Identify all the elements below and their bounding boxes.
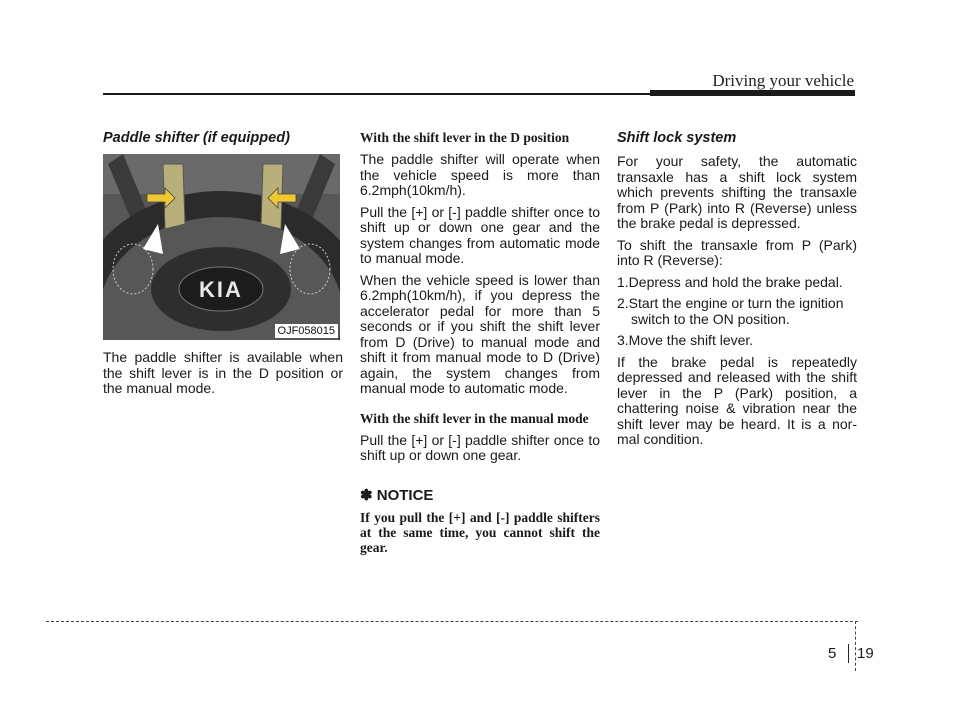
header-title: Driving your vehicle bbox=[712, 71, 854, 90]
footer-rule bbox=[46, 621, 858, 622]
chapter-number: 5 bbox=[828, 645, 837, 662]
page-number: 19 bbox=[857, 645, 874, 662]
column-right bbox=[617, 130, 857, 454]
d-position-para-1: The paddle shifter will operate when the vehicle speed is more than 6.2mph(10km/h). bbox=[360, 151, 600, 198]
d-position-para-3: When the vehicle speed is lower than 6.2mph(10km/h), if you depress the accelerator pedal for more than 5 seconds or if you shift the shift lever from D (Drive) to manual mode and shift it from manual mode to D (Drive) again, the system changes from manual mode to automatic mode. bbox=[360, 271, 600, 396]
shift-lock-heading: Shift lock system bbox=[617, 130, 737, 146]
manual-mode-para: Pull the [+] or [-] paddle shifter once to shift up or down one gear. bbox=[360, 431, 600, 463]
page-separator bbox=[848, 644, 849, 663]
header-rule-accent bbox=[650, 90, 855, 96]
shift-lock-para-2: To shift the transaxle from P (Park) into R (Reverse): bbox=[617, 236, 857, 268]
paddle-shifter-heading: Paddle shifter (if equipped) bbox=[103, 130, 290, 146]
manual-mode-heading: With the shift lever in the manual mode bbox=[360, 410, 589, 426]
steering-wheel-illustration bbox=[103, 154, 340, 340]
figure-caption: OJF058015 bbox=[275, 324, 338, 338]
footer-divider bbox=[855, 621, 856, 671]
shift-lock-step-3: 3.Move the shift lever. bbox=[617, 332, 754, 348]
column-middle bbox=[360, 130, 600, 555]
shift-lock-step-2: 2.Start the engine or turn the ignition switch to the ON position. bbox=[617, 295, 844, 327]
shift-lock-step-1: 1.Depress and hold the brake pedal. bbox=[617, 273, 843, 290]
shift-lock-para-1: For your safety, the automatic transaxle has a shift lock system which prevents shifting the transaxle from P (Park) into R (Reverse) unless the brake pedal is depressed. bbox=[617, 153, 857, 231]
kia-logo: KIA bbox=[199, 277, 243, 302]
steering-wheel-figure bbox=[103, 154, 340, 340]
paddle-shifter-paragraph: The paddle shifter is available when the shift lever is in the D position or the manual mode. bbox=[103, 349, 343, 396]
d-position-para-2: Pull the [+] or [-] paddle shifter once to shift up or down one gear and the system changes from automatic mode to manual mode. bbox=[360, 203, 600, 266]
d-position-heading: With the shift lever in the D position bbox=[360, 130, 570, 145]
notice-body: If you pull the [+] and [-] paddle shifters at the same time, you cannot shift the gear. bbox=[360, 509, 600, 555]
shift-lock-para-3: If the brake pedal is repeatedly depressed and released with the shift lever in the P (Park) position, a chattering noise & vibration near the shift lever may be heard. It is a nor-mal condition. bbox=[617, 353, 857, 447]
column-left bbox=[103, 130, 343, 403]
notice-heading: ✽ NOTICE bbox=[360, 486, 434, 504]
